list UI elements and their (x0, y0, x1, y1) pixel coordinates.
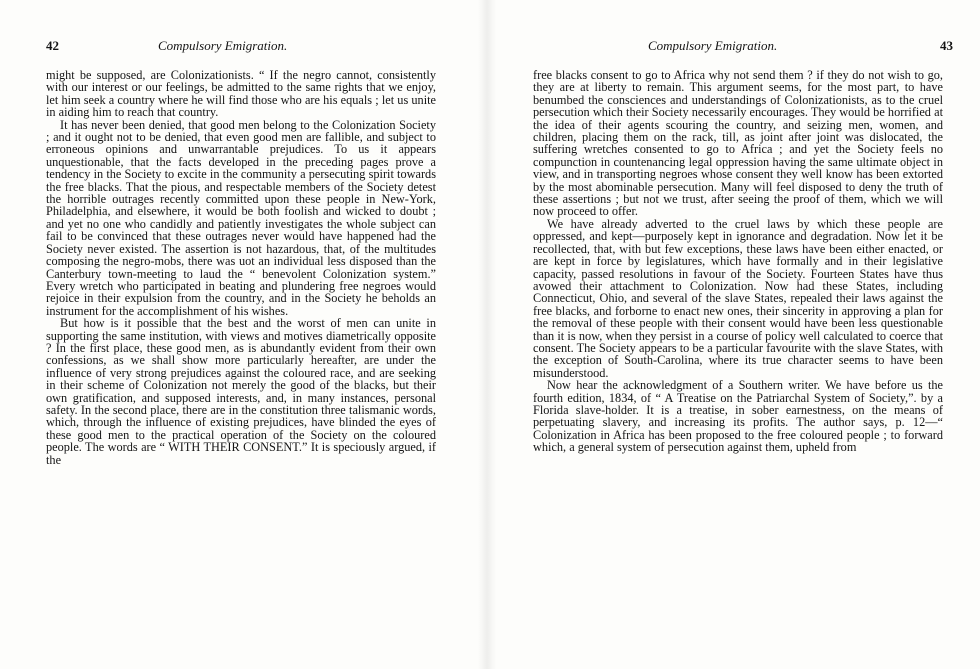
right-page (533, 0, 953, 669)
running-header-right (533, 38, 953, 58)
running-header-left (46, 38, 436, 58)
paragraph: It has never been denied, that good men belong to the Colonization Society ; and it ought not to be denied, that even good men are fallible, and subject to erroneous opinions and unwarrantable prejudices. To us it appears unquestionable, that the facts developed in the preceding pages prove a tendency in the Society to excite in the community a persecuting spirit towards the free blacks. That the pious, and respectable members of the Society detest the horrible outrages recently committed upon these people in New-York, Philadelphia, and elsewhere, it would be both foolish and wicked to doubt ; and yet no one who candidly and patiently investigates the whole subject can fail to be convinced that these outrages never would have happened had the Society never existed. The assertion is not hazardous, that, of the multitudes composing the negro-mobs, there was uot an individual less disposed than the Canterbury town-meeting to laud the “ benevolent Colonization system.” Every wretch who participated in beating and plundering free negroes would rejoice in their expulsion from the country, and in the Society he beholds an instrument for the accomplishment of his wishes. (46, 117, 436, 318)
page-number-right: 43 (940, 38, 953, 53)
page-number-left: 42 (46, 38, 59, 53)
paragraph: We have already adverted to the cruel laws by which these people are oppressed, and kept—purposely kept in ignorance and degradation. Now let it be recollected, that, with but few exceptions, these laws have been either enacted, or are kept in force by legislatures, which have formally and in their legislative capacity, passed resolutions in favour of the Society. Fourteen States have thus avowed their attachment to Colonization. Now had these States, including Connecticut, Ohio, and several of the slave States, repealed their laws against the free blacks, and forborne to enact new ones, their sincerity in approving a plan for the removal of these people with their consent would have been less questionable than it is now, when they persist in a course of policy well calculated to coerce that consent. The Society appears to be a particular favourite with the slave States, with the exception of South-Carolina, where its true character seems to have been misunderstood. (533, 216, 943, 380)
running-head-title-right: Compulsory Emigration. (648, 38, 778, 53)
left-page-body (46, 69, 436, 466)
left-page (46, 0, 436, 669)
paragraph: free blacks consent to go to Africa why not send them ? if they do not wish to go, they are at liberty to remain. This argument seems, for the most part, to have benumbed the consciences and understandings of Colonizationists, as to the cruel persecution which their Society necessarily encourages. They would be horrified at the idea of their agents scouring the country, and seizing men, women, and children, placing them on the rack, till, as joint after joint was dislocated, the suffering wretches consented to go to Africa ; and yet the Society feels no compunction in countenancing legal oppression having the same ultimate object in view, and in transporting negroes whose consent they well know has been extorted by the most abominable persecution. Many will feel disposed to deny the truth of these assertions ; but not we trust, after seeing the proof of them, which we will now proceed to offer. (533, 68, 943, 219)
paragraph: But how is it possible that the best and the worst of men can unite in supporting the same institution, with views and motives diametrically opposite ? In the first place, these good men, as is abundantly evident from their own confessions, as we shall show more particularly hereafter, are under the influence of very strong prejudices against the coloured race, and are seeking in their scheme of Colonization not merely the good of the blacks, but their own gratification, and supposed interests, and, in many instances, personal safety. In the second place, there are in the constitution three talismanic words, which, through the influence of existing prejudices, have blinded the eyes of these good men to the practical operation of the Society on the coloured people. The words are “ WITH THEIR CONSENT.” It is speciously argued, if the (46, 316, 436, 467)
paragraph: Now hear the acknowledgment of a Southern writer. We have before us the fourth edition, 1834, of “ A Treatise on the Patriarchal System of Society,”. by a Florida slave-holder. It is a treatise, in sober earnestness, on the means of perpetuating slavery, and increasing its profits. The author says, p. 12—“ Colonization in Africa has been proposed to the free coloured people ; to forward which, a general system of persecution against them, upheld from (533, 378, 943, 455)
running-head-title-left: Compulsory Emigration. (158, 38, 288, 53)
right-page-body (533, 69, 943, 454)
book-gutter (478, 0, 496, 669)
paragraph: might be supposed, are Colonizationists. “ If the negro cannot, consistently with our interest or our feelings, be admitted to the same rights that we enjoy, let him seek a country where he will find those who are his equals ; let us unite in aiding him to reach that country. (46, 68, 436, 120)
